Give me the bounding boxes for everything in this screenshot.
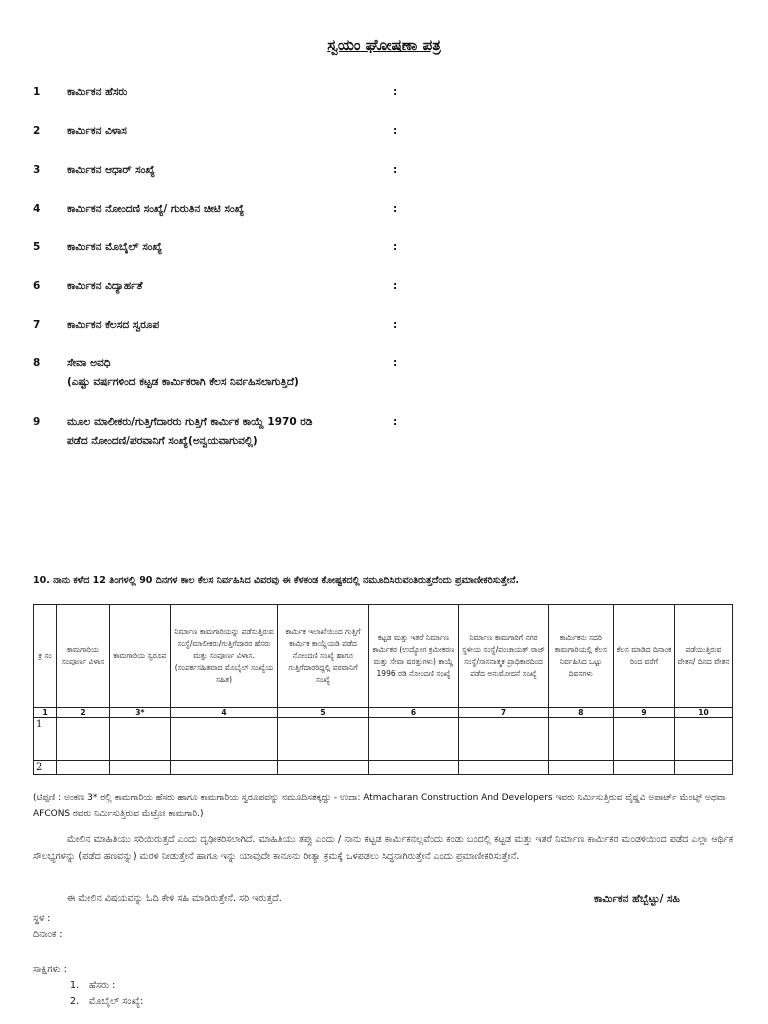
field-label-sub: (ಎಷ್ಟು ವರ್ಷಗಳಿಂದ ಕಟ್ಟಡ ಕಾರ್ಮಿಕರಾಗಿ ಕೆಲಸ ನಿರ್ವಹಿಸಲಾಗುತ್ತಿದೆ) [67,376,299,388]
field-number: 3 [33,164,41,176]
field-colon: : [393,86,398,98]
table-cell[interactable] [278,761,369,775]
table-cell[interactable] [548,761,613,775]
header-cell-labour-registration: ಕಾರ್ಮಿಕ ಇಲಾಖೆಯಿಂದ ಗುತ್ತಿಗೆ ಕಾರ್ಮಿಕ ಕಾಯ್ದೆಯಡಿ ಪಡೆದ ನೋಂದಣಿ ಸಂಖ್ಯೆ ಹಾಗೂ ಗುತ್ತಿಗೆದಾರರಿದ್ದಲ್ಲಿ ಪರವಾನಿಗೆ ಸಂಖ್ಯೆ [278,605,369,708]
column-number: 5 [278,708,369,718]
field-colon: : [393,203,398,215]
header-cell-work-nature: ಕಾಮಗಾರಿಯ ಸ್ವರೂಪ [109,605,170,708]
table-note: (ಟಿಪ್ಪಣಿ : ಅಂಕಣ 3* ರಲ್ಲಿ ಕಾಮಗಾರಿಯ ಹೆಸರು ಹಾಗೂ ಕಾಮಗಾರಿಯ ಸ್ವರೂಪವನ್ನು ನಮೂದಿಸತಕ್ಕದ್ದು - ಉದಾ: Atmacharan Construction And Developers ಇವರು ನಿರ್ಮಿಸುತ್ತಿರುವ ವೈಷ್ಣವಿ ಅಪಾರ್ಟ್ ಮೆಂಟ್ಸ್ ಅಥವಾ AFCONS ರವರು ನಿರ್ಮಿಸುತ್ತಿರುವ ಮೆಟ್ರೋ ಕಾಮಗಾರಿ.) [33,793,726,819]
header-cell-wage: ಪಡೆಯುತ್ತಿರುವ ವೇತನ/ ದಿನದ ವೇತನ [675,605,733,708]
date-label: ದಿನಾಂಕ : [33,929,63,940]
header-cell-serial: ಕ್ರ ಸಂ [34,605,57,708]
form-title: ಸ್ವಯಂ ಘೋಷಣಾ ಪತ್ರ [327,36,441,54]
table-row [34,761,733,775]
table-cell[interactable] [278,718,369,761]
table-header-row [34,605,733,708]
field-colon: : [393,125,398,137]
field-colon: : [393,241,398,253]
field-colon: : [393,357,398,369]
declaration-paragraph: ಮೇಲಿನ ಮಾಹಿತಿಯು ಸರಿಯಿರುತ್ತದೆ ಎಂದು ದೃಢೀಕರಿಸಲಾಗಿದೆ. ಮಾಹಿತಿಯು ತಪ್ಪು ಎಂದು / ನಾನು ಕಟ್ಟಡ ಕಾರ್ಮಿಕನಲ್ಲವೆಂದು ಕಂಡು ಬಂದಲ್ಲಿ ಕಟ್ಟಡ ಮತ್ತು ಇತರೆ ನಿರ್ಮಾಣ ಕಾರ್ಮಿಕರ ಮಂಡಳಿಯಿಂದ ಪಡೆದ ಎಲ್ಲಾ ಆರ್ಥಿಕ ಸೌಲಭ್ಯಗಳನ್ನು (ಪಡೆದ ಹಣವನ್ನು) ಮರಳಿ ನೀಡುತ್ತೇನೆ ಹಾಗೂ ಇನ್ನು ಯಾವುದೇ ಕಾನೂನು ರೀತ್ಯಾ ಕ್ರಮಕ್ಕೆ ಒಳಪಡಲು ಸಿದ್ಧನಾಗಿರುತ್ತೇನೆ ಎಂದು ಪ್ರಮಾಣೀಕರಿಸುತ್ತೇನೆ. [33,834,733,862]
field-label: ಕಾರ್ಮಿಕನ ವಿದ್ಯಾರ್ಹತೆ [67,280,143,292]
work-details-table [33,604,733,775]
witness-1-number: 1. [70,980,80,991]
field-number: 2 [33,125,41,137]
field-colon: : [393,416,398,428]
table-row [34,718,733,761]
column-number: 6 [368,708,459,718]
field-label: ಕಾರ್ಮಿಕನ ಹೆಸರು [67,86,128,98]
header-cell-bocw-registration: ಕಟ್ಟಡ ಮತ್ತು ಇತರೆ ನಿರ್ಮಾಣ ಕಾರ್ಮಿಕರ (ಉದ್ಯೋಗ ಕ್ರಮೀಕರಣ ಮತ್ತು ಸೇವಾ ಷರತ್ತುಗಳು) ಕಾಯ್ದೆ 1996 ರಡಿ ನೋಂದಣಿ ಸಂಖ್ಯೆ [368,605,459,708]
table-cell[interactable] [109,761,170,775]
witness-name-label: ಹೆಸರು : [89,980,116,991]
header-cell-work-dates: ಕೆಲಸ ಮಾಡಿದ ದಿನಾಂಕ ರಿಂದ ವರೆಗೆ [614,605,675,708]
field-label-main: ಸೇವಾ ಅವಧಿ [67,357,111,369]
table-cell[interactable] [675,761,733,775]
field-colon: : [393,280,398,292]
table-cell[interactable] [675,718,733,761]
signature-label: ಕಾರ್ಮಿಕನ ಹೆಬ್ಬೆಟ್ಟು/ ಸಹಿ [594,893,680,905]
field-label: ಕಾರ್ಮಿಕನ ನೋಂದಣಿ ಸಂಖ್ಯೆ/ ಗುರುತಿನ ಚೀಟಿ ಸಂಖ್ಯೆ [67,203,245,215]
table-column-number-row [34,708,733,718]
column-number: 1 [34,708,57,718]
column-number: 3* [109,708,170,718]
field-colon: : [393,319,398,331]
field-label: ಕಾರ್ಮಿಕನ ಆಧಾರ್ ಸಂಖ್ಯೆ [67,164,155,176]
table-cell[interactable] [614,761,675,775]
work-declaration-heading: 10. ನಾನು ಕಳೆದ 12 ತಿಂಗಳಲ್ಲಿ 90 ದಿನಗಳ ಕಾಲ ಕೆಲಸ ನಿರ್ವಹಿಸಿದ ವಿವರವು ಈ ಕೆಳಕಂಡ ಕೋಷ್ಟಕದಲ್ಲಿ ನಮೂದಿಸಿರುವಂತಿರುತ್ತದೆಂದು ಪ್ರಮಾಣೀಕರಿಸುತ್ತೇನೆ. [33,575,519,586]
field-label [67,354,387,392]
table-cell[interactable] [170,718,277,761]
field-number: 4 [33,203,41,215]
column-number: 9 [614,708,675,718]
witness-2-number: 2. [70,996,80,1007]
column-number: 10 [675,708,733,718]
field-number: 1 [33,86,41,98]
field-number: 5 [33,241,41,253]
column-number: 8 [548,708,613,718]
header-cell-employer: ನಿರ್ಮಾಣ ಕಾಮಗಾರಿಯನ್ನು ಪಡೆಸುತ್ತಿರುವ ಸಂಸ್ಥೆ/ಮಾಲೀಕರು/ಗುತ್ತಿಗೆದಾರರ ಹೆಸರು ಮತ್ತು ಸಂಪೂರ್ಣ ವಿಳಾಸ. (ಸಂಪರ್ಕಸಹಿತವಾದ ಮೊಬೈಲ್ ಸಂಖ್ಯೆಯ ಸಹಿತ) [170,605,277,708]
field-number: 6 [33,280,41,292]
table-cell[interactable] [57,761,110,775]
table-cell[interactable] [548,718,613,761]
table-cell[interactable] [170,761,277,775]
table-cell: 1 [34,718,57,761]
field-number: 7 [33,319,41,331]
field-label [67,413,387,451]
table-cell[interactable] [459,761,548,775]
field-number: 8 [33,357,41,369]
column-number: 4 [170,708,277,718]
table-cell[interactable] [57,718,110,761]
column-number: 2 [57,708,110,718]
column-number: 7 [459,708,548,718]
table-cell: 2 [34,761,57,775]
field-label: ಕಾರ್ಮಿಕನ ಮೊಬೈಲ್ ಸಂಖ್ಯೆ [67,241,162,253]
field-colon: : [393,164,398,176]
header-cell-approval-number: ನಿರ್ಮಾಣ ಕಾಮಗಾರಿಗೆ ನಗರ ಸ್ಥಳೀಯ ಸಂಸ್ಥೆ/ಪಂಚಾಯತ್ ರಾಜ್ ಸಂಸ್ಥೆ/ಸಾಸನಾತ್ಮಕ ಪ್ರಾಧಿಕಾರದಿಂದ ಪಡೆದ ಅನುಮೋದನೆ ಸಂಖ್ಯೆ [459,605,548,708]
table-cell[interactable] [109,718,170,761]
field-label: ಕಾರ್ಮಿಕನ ಕೆಲಸದ ಸ್ವರೂಪ [67,319,160,331]
field-number: 9 [33,416,41,428]
table-cell[interactable] [459,718,548,761]
table-cell[interactable] [368,761,459,775]
table-cell[interactable] [614,718,675,761]
witness-mobile-label: ಮೊಬೈಲ್ ಸಂಖ್ಯೆ: [89,996,144,1007]
field-label-sub: ಪಡೆದ ನೋಂದಣಿ/ಪರವಾನಿಗೆ ಸಂಖ್ಯೆ(ಅನ್ವಯವಾಗುವಲ್ಲಿ) [67,435,258,447]
read-and-signed-line: ಈ ಮೇಲಿನ ವಿಷಯವನ್ನು ಓದಿ ಕೇಳಿ ಸಹಿ ಮಾಡಿರುತ್ತೇನೆ. ಸರಿ ಇರುತ್ತದೆ. [67,893,282,904]
field-label: ಕಾರ್ಮಿಕನ ವಿಳಾಸ [67,125,127,137]
table-cell[interactable] [368,718,459,761]
header-cell-total-days: ಕಾರ್ಮಿಕನು ಸದರಿ ಕಾಮಗಾರಿಯಲ್ಲಿ ಕೆಲಸ ನಿರ್ವಹಿಸಿದ ಒಟ್ಟು ದಿವಸಗಳು [548,605,613,708]
witnesses-heading: ಸಾಕ್ಷಿಗಳು : [33,964,67,975]
place-label: ಸ್ಥಳ : [33,913,51,924]
header-cell-work-address: ಕಾಮಗಾರಿಯ ಸಂಪೂರ್ಣ ವಿಳಾಸ [57,605,110,708]
field-label-main: ಮೂಲ ಮಾಲೀಕರು/ಗುತ್ತಿಗೆದಾರರು ಗುತ್ತಿಗೆ ಕಾರ್ಮಿಕ ಕಾಯ್ದೆ 1970 ರಡಿ [67,416,313,428]
